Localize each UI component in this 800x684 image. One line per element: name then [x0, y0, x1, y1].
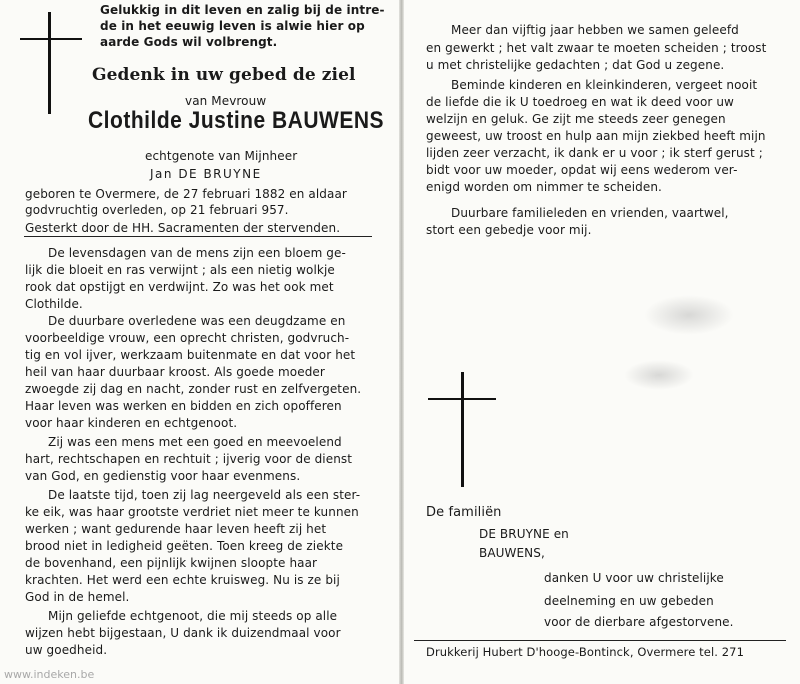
- paragraph-line: lijden zeer verzacht, ik dank er u voor ; ik sterf gerust ;: [426, 146, 763, 160]
- family-name: DE BRUYNE en: [479, 527, 569, 541]
- paragraph-line: Haar leven was werken en bidden en zich opofferen: [25, 399, 342, 413]
- paragraph-line: rook dat opstijgt en verdwijnt. Zo was het ook met: [25, 280, 334, 294]
- paragraph-line: bidt voor uw moeder, opdat wij eens wederom ver-: [426, 163, 738, 177]
- gedenk-heading: Gedenk in uw gebed de ziel: [92, 65, 356, 85]
- paragraph-line: uw goedheid.: [25, 643, 108, 657]
- right-page: [404, 0, 800, 684]
- paragraph-line: De laatste tijd, toen zij lag neergeveld als een ster-: [48, 488, 361, 502]
- thanks-line: danken U voor uw christelijke: [544, 571, 724, 585]
- paragraph-line: Duurbare familieleden en vrienden, vaartwel,: [451, 206, 729, 220]
- van-mevrouw: van Mevrouw: [185, 94, 267, 108]
- cross-icon-large: [461, 372, 464, 487]
- paragraph-line: u met christelijke gedachten ; dat God u zegene.: [426, 58, 725, 72]
- paragraph-line: wijzen hebt bijgestaan, U dank ik duizendmaal voor: [25, 626, 341, 640]
- watermark: www.indeken.be: [4, 668, 95, 681]
- cross-icon-small-bar: [20, 38, 82, 40]
- paragraph-line: lijk die bloeit en ras verwijnt ; als een nietig wolkje: [25, 263, 335, 277]
- paragraph-line: geweest, uw troost en hulp aan mijn ziekbed heeft mijn: [426, 129, 766, 143]
- paragraph-line: de bovenhand, een pijnlijk kwijnen sloopte haar: [25, 556, 318, 570]
- intro-line-1: Gelukkig in dit leven en zalig bij de intre-: [100, 3, 385, 17]
- born-line: geboren te Overmere, de 27 februari 1882 en aldaar: [25, 187, 347, 201]
- paragraph-line: heil van haar duurbaar kroost. Als goede moeder: [25, 365, 325, 379]
- paragraph-line: de liefde die ik U toedroeg en wat ik deed voor uw: [426, 95, 734, 109]
- divider-line: [414, 640, 786, 641]
- family-name: BAUWENS,: [479, 546, 545, 560]
- paragraph-line: ke eik, was haar grootste verdriet niet meer te kunnen: [25, 505, 359, 519]
- paragraph-line: zwoegde zij dag en nacht, zonder rust en zelfvergeten.: [25, 382, 362, 396]
- paragraph-line: Clothilde.: [25, 297, 83, 311]
- paragraph-line: werken ; want gedurende haar leven heeft zij het: [25, 522, 327, 536]
- paragraph-line: enigd worden om nimmer te scheiden.: [426, 180, 662, 194]
- paragraph-line: De duurbare overledene was een deugdzame en: [48, 314, 346, 328]
- paragraph-line: Meer dan vijftig jaar hebben we samen geleefd: [451, 23, 739, 37]
- paragraph-line: Mijn geliefde echtgenoot, die mij steeds op alle: [48, 609, 338, 623]
- paragraph-line: en gewerkt ; het valt zwaar te moeten scheiden ; troost: [426, 41, 767, 55]
- paragraph-line: brood niet in ledigheid geëten. Toen kreeg de ziekte: [25, 539, 344, 553]
- paragraph-line: voor haar kinderen en echtgenoot.: [25, 416, 238, 430]
- paragraph-line: Zij was een mens met een goed en meevoelend: [48, 435, 342, 449]
- paragraph-line: krachten. Het werd een echte kruisweg. Nu is ze bij: [25, 573, 340, 587]
- thanks-line: voor de dierbare afgestorvene.: [544, 615, 734, 629]
- died-line: godvruchtig overleden, op 21 februari 957.: [25, 203, 289, 217]
- paragraph-line: stort een gebedje voor mij.: [426, 223, 592, 237]
- paper-stain: [624, 360, 694, 390]
- cross-icon-small: [48, 12, 51, 114]
- families-label: De familiën: [426, 505, 502, 520]
- intro-line-3: aarde Gods wil volbrengt.: [100, 35, 278, 49]
- thanks-line: deelneming en uw gebeden: [544, 594, 714, 608]
- paragraph-line: De levensdagen van de mens zijn een bloem ge-: [48, 246, 346, 260]
- paragraph-line: hart, rechtschapen en rechtuit ; ijverig voor de dienst: [25, 452, 353, 466]
- paragraph-line: Beminde kinderen en kleinkinderen, vergeet nooit: [451, 78, 758, 92]
- paragraph-line: tig en vol ijver, werkzaam buitenmate en dat voor het: [25, 348, 356, 362]
- paragraph-line: welzijn en geluk. Ge zijt me steeds zeer genegen: [426, 112, 726, 126]
- divider-line: [24, 236, 372, 237]
- paragraph-line: voorbeeldige vrouw, een oprecht christen, godvruch-: [25, 331, 350, 345]
- paragraph-line: van God, en gedienstig voor haar evenmens.: [25, 469, 301, 483]
- sacraments-line: Gesterkt door de HH. Sacramenten der stervenden.: [25, 221, 341, 235]
- paper-stain: [644, 295, 734, 335]
- echtgenote-label: echtgenote van Mijnheer: [145, 149, 298, 163]
- deceased-name: Clothilde Justine BAUWENS: [88, 107, 385, 134]
- intro-line-2: de in het eeuwig leven is alwie hier op: [100, 19, 365, 33]
- cross-icon-large-bar: [428, 398, 496, 400]
- paragraph-line: God in de hemel.: [25, 590, 130, 604]
- husband-name: Jan DE BRUYNE: [150, 167, 262, 181]
- printer-credit: Drukkerij Hubert D'hooge-Bontinck, Overmere tel. 271: [426, 645, 745, 659]
